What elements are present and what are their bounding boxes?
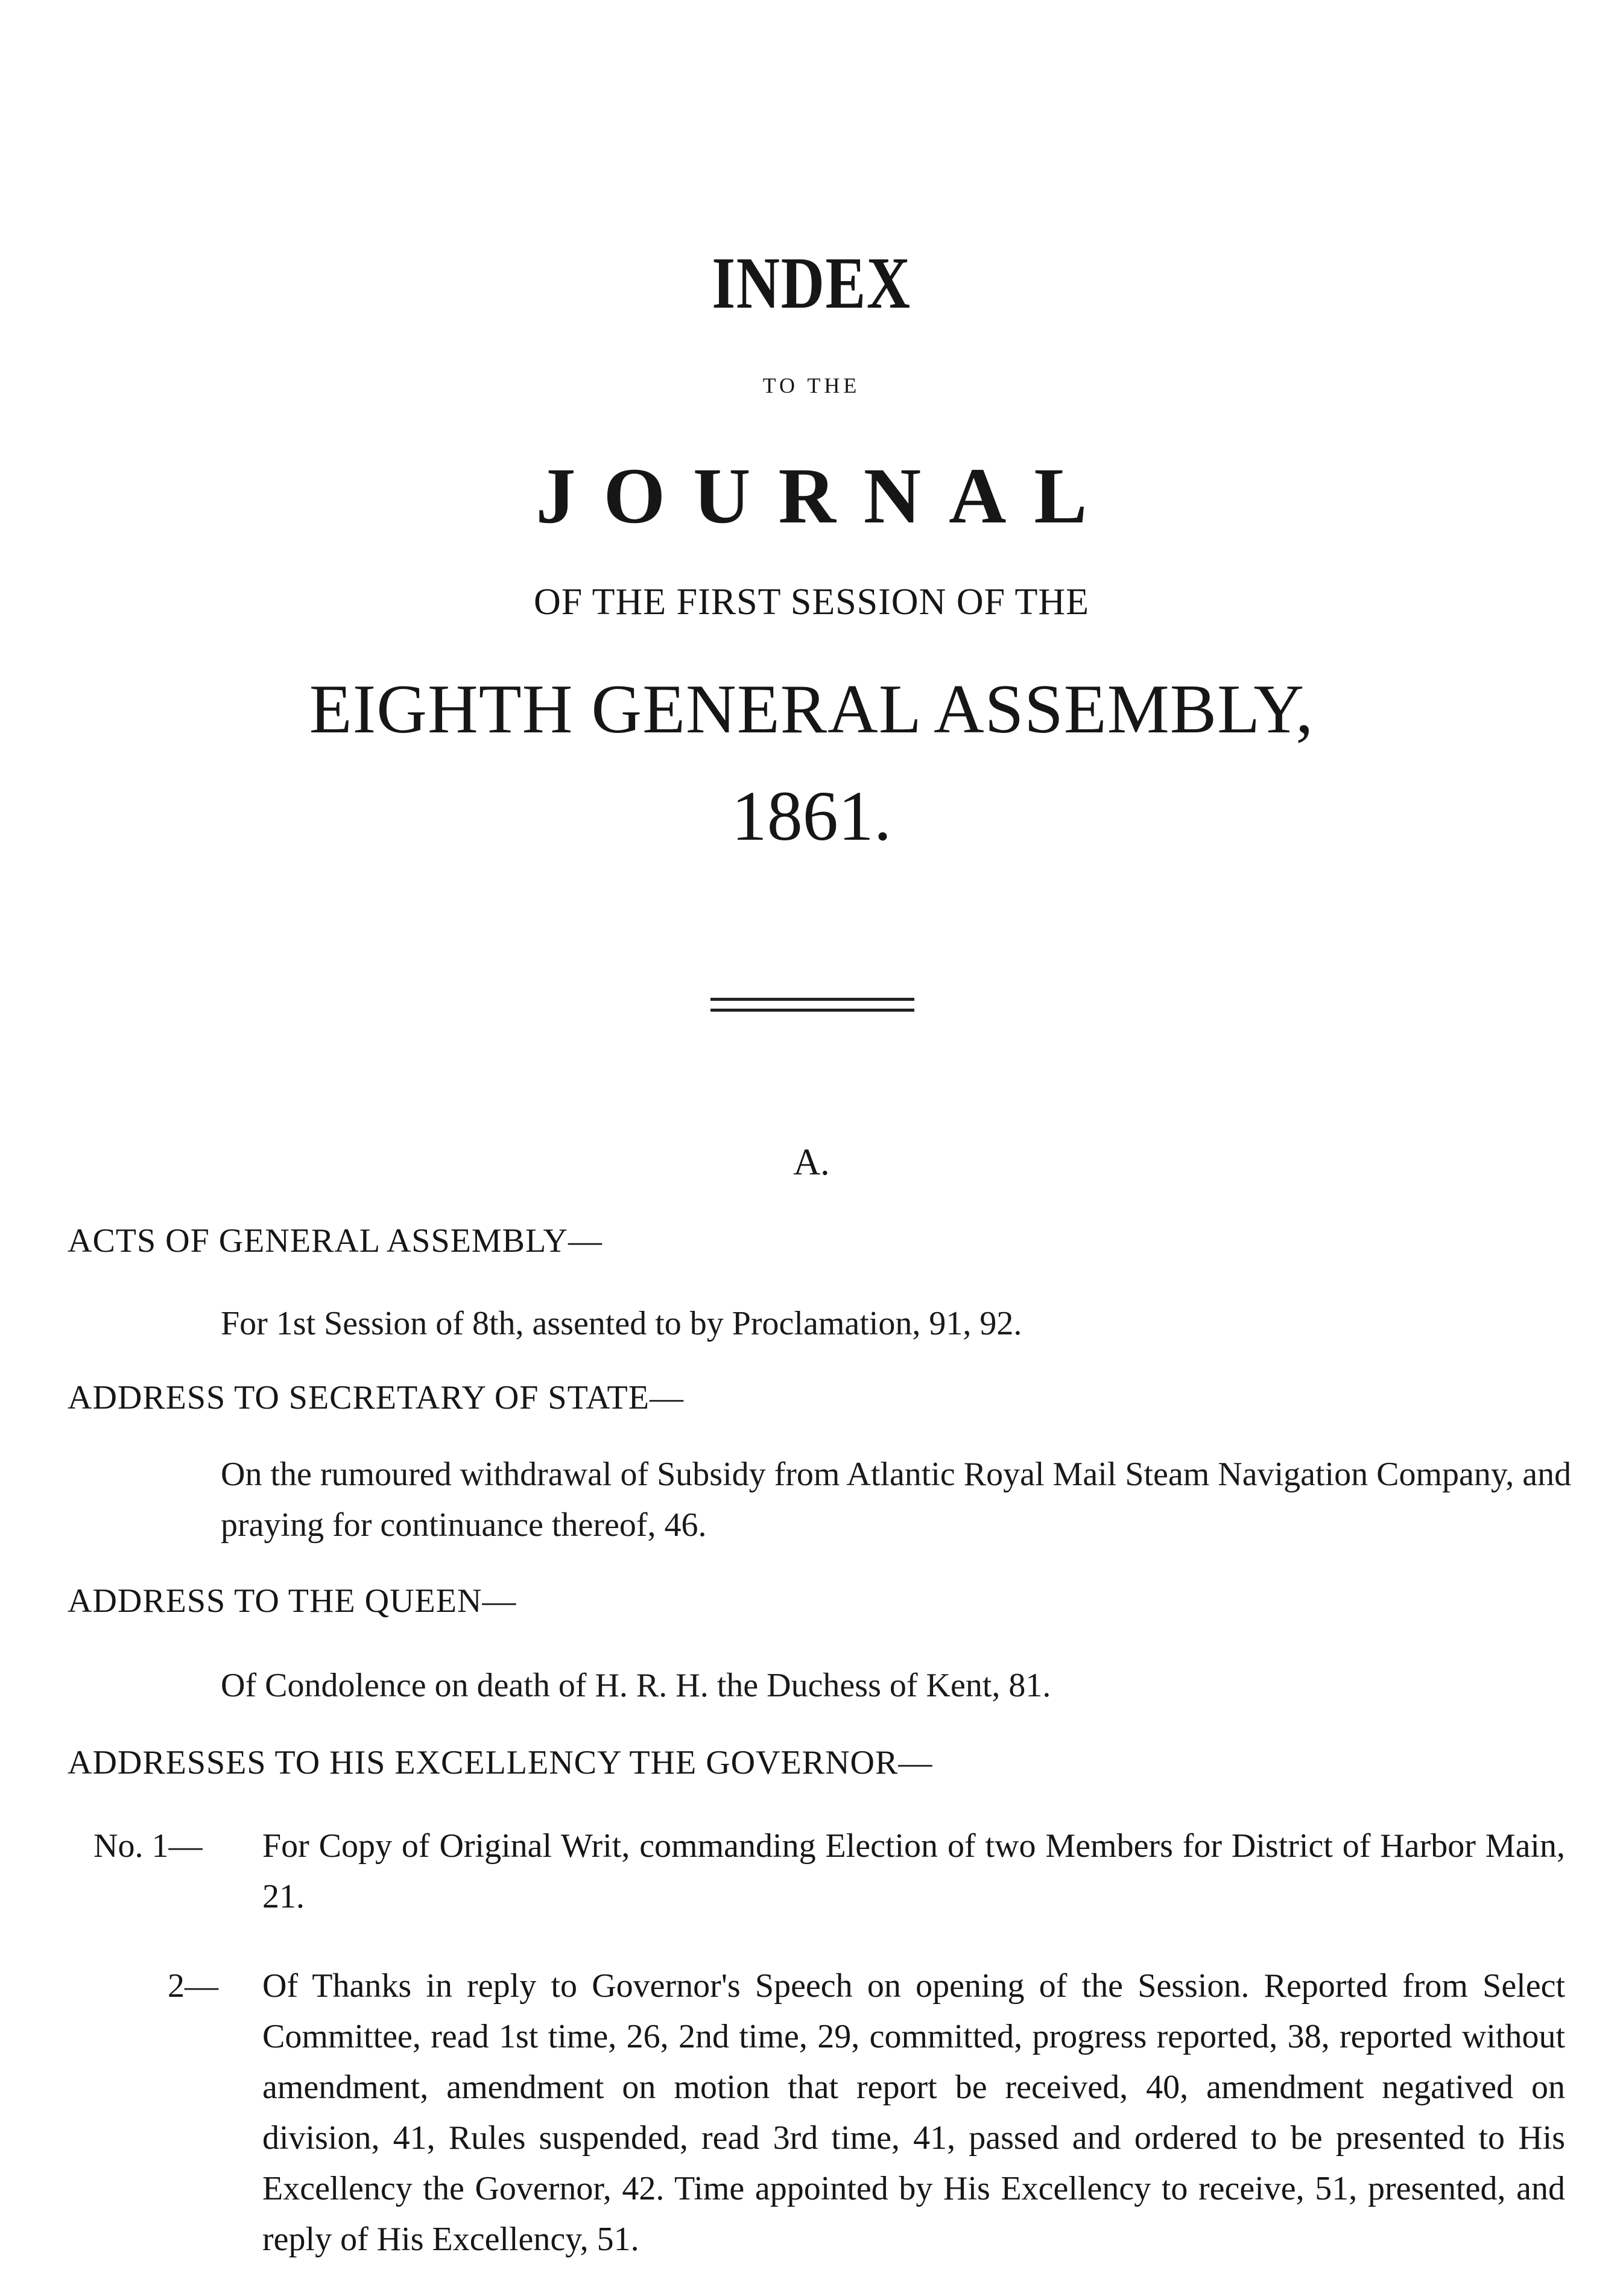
governor-address-item [168,1961,1565,2274]
double-rule-bottom [710,1009,914,1012]
entry-heading-governor: ADDRESSES TO HIS EXCELLENCY THE GOVERNOR— [68,1744,933,1781]
entry-text-acts: For 1st Session of 8th, assented to by Proclamation, 91, 92. [221,1305,1022,1342]
entry-text-queen: Of Condolence on death of H. R. H. the Duchess of Kent, 81. [221,1667,1051,1704]
item-number: 2— [168,1967,218,2005]
item-text: Of Thanks in reply to Governor's Speech on opening of the Session. Reported from Select Committee, read 1st time, 26, 2nd time, 29, committed, progress reported, 38, reported without amendment, amendment on motion that report be received, 40, amendment negatived on division, 41, Rules suspended, read 3rd time, 41, passed and ordered to be presented to His Excellency the Governor, 42. Time appointed by His Excellency to receive, 51, presented, and reply of His Excellency, 51. [262,1967,1565,2258]
year-title: 1861. [731,776,892,855]
title-connector: TO THE [762,373,861,398]
entry-heading-acts: ACTS OF GENERAL ASSEMBLY— [68,1222,603,1260]
session-line: OF THE FIRST SESSION OF THE [533,582,1090,623]
governor-address-item [93,1821,1565,1923]
assembly-title: EIGHTH GENERAL ASSEMBLY, [309,671,1314,748]
journal-title: JOURNAL [536,451,1115,540]
section-letter: A. [793,1142,830,1183]
index-title: INDEX [712,243,911,324]
entry-text-secretary-of-state: On the rumoured withdrawal of Subsidy from Atlantic Royal Mail Steam Navigation Company, and praying for continuance thereof, 46. [221,1456,1572,1544]
entry-heading-queen: ADDRESS TO THE QUEEN— [68,1582,517,1620]
item-number: No. 1— [93,1827,203,1865]
item-text: For Copy of Original Writ, commanding Election of two Members for District of Harbor Main, 21. [262,1827,1565,1915]
entry-heading-secretary-of-state: ADDRESS TO SECRETARY OF STATE— [68,1379,684,1416]
double-rule-top [710,998,914,1001]
